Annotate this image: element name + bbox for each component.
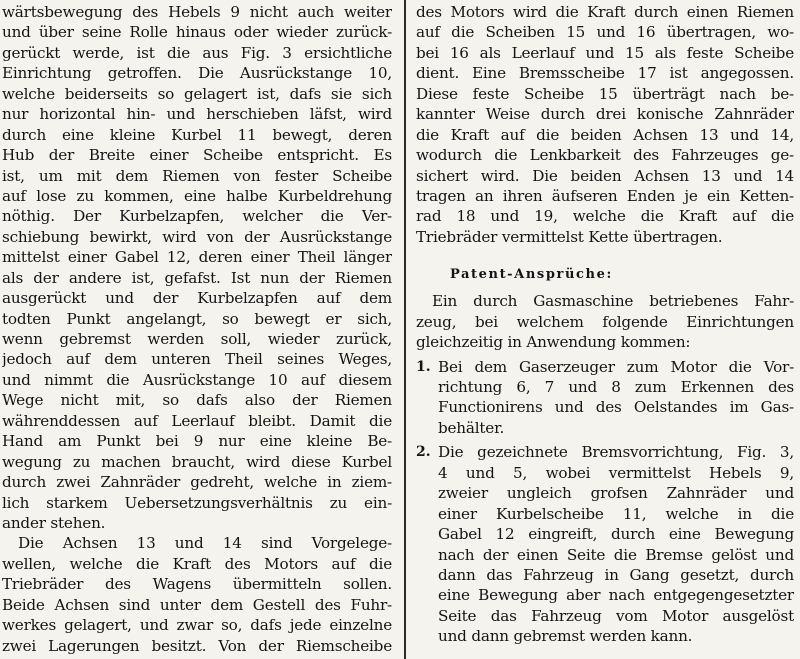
text-line: wärtsbewegung des Hebels 9 nicht auch weiter [2,3,392,21]
claim-1 [416,357,794,439]
paragraph-first-line: Die Achsen 13 und 14 sind Vorgelege- [18,534,392,553]
text-line: Beide Achsen sind unter dem Gestell des Fuhr- [2,595,392,614]
text-line: tragen an ihren äufseren Enden je ein Ketten- [416,186,794,205]
claim-2-first-line [416,442,794,462]
text-line: zwei Lagerungen besitzt. Von der Riemscheibe [2,636,392,655]
text-line: ander stehen. [2,513,106,532]
text-line: auf die Scheiben 15 und 16 übertragen, wo- [416,23,794,42]
text-line: ist, um mit dem Riemen von fester Scheibe [2,166,392,185]
text-line: nur horizontal hin- und herschieben läfst, wird [2,105,392,124]
text-line: bei 16 als Leerlauf und 15 als feste Scheibe [416,43,794,62]
section-heading: Patent-Ansprüche: [450,267,613,283]
text-line: kannter Weise durch drei konische Zahnräder [416,105,794,124]
text-line: wodurch die Lenkbarkeit des Fahrzeuges ge- [416,146,794,165]
text-line: nöthig. Der Kurbelzapfen, welcher die Ver- [2,207,392,226]
claim-text-line: dann das Fahrzeug in Gang gesetzt, durch [438,565,794,584]
text-line: währenddessen auf Leerlauf bleibt. Damit die [2,411,392,430]
text-line: wellen, welche die Kraft des Motors auf die [2,554,392,573]
text-line: werkes gelagert, und zwar so, dafs jede einzelne [2,616,392,635]
text-line: dient. Eine Bremsscheibe 17 ist angegossen. [416,64,794,83]
text-line: mittelst einer Gabel 12, deren einer Theil länger [2,248,392,267]
text-line: durch eine kleine Kurbel 11 bewegt, deren [2,125,392,144]
text-line: schiebung bewirkt, wird von der Ausrückstange [2,227,392,246]
text-line: durch zwei Zahnräder gedreht, welche in ziem- [2,473,392,492]
claim-text-line: Gabel 12 eingreift, durch eine Bewegung [438,525,794,544]
claim-text-line: Functionirens und des Oelstandes im Gas- [438,398,794,417]
claim-text-line: eine Bewegung aber nach entgegengesetzter [438,586,794,605]
text-line: Triebräder vermittelst Kette übertragen. [416,227,723,246]
claim-text-line: Die gezeichnete Bremsvorrichtung, Fig. 3, [438,443,794,462]
text-line: Hand am Punkt bei 9 nur eine kleine Be- [2,432,392,451]
column-divider [404,0,406,659]
text-line: Diese feste Scheibe 15 überträgt nach be- [416,84,794,103]
claim-text-line: nach der einen Seite die Bremse gelöst und [438,545,794,564]
claim-number: 2. [416,444,431,461]
claim-text-line: einer Kurbelscheibe 11, welche in die [438,504,794,523]
text-line: und über seine Rolle hinaus oder wieder zurück- [2,23,392,42]
text-line: gleichzeitig in Anwendung kommen: [416,333,691,352]
text-line: als der andere ist, gefafst. Ist nun der Riemen [2,268,392,287]
text-line: Triebräder des Wagens übermitteln sollen. [2,575,392,594]
text-line: auf lose zu kommen, eine halbe Kurbeldrehung [2,186,392,205]
text-line: zeug, bei welchem folgende Einrichtungen [416,312,794,331]
text-line: sichert wird. Die beiden Achsen 13 und 14 [416,166,794,185]
text-line: Wege nicht mit, so dafs also der Riemen [2,391,392,410]
claim-2 [416,442,794,646]
text-line: die Kraft auf die beiden Achsen 13 und 14, [416,125,794,144]
text-line: und nimmt die Ausrückstange 10 auf diesem [2,370,392,389]
claim-number: 1. [416,358,431,375]
text-line: Hub der Breite einer Scheibe entspricht. Es [2,146,392,165]
claim-text-line: Seite das Fahrzeug vom Motor ausgelöst [438,606,794,625]
left-column [2,2,392,656]
text-line: wegung zu machen braucht, wird diese Kurbel [2,452,392,471]
claim-text-line: zweier ungleich grofsen Zahnräder und [438,484,794,503]
claim-text-line: und dann gebremst werden kann. [438,627,693,646]
text-line: welche beiderseits so gelagert ist, dafs sie sich [2,84,392,103]
text-line: jedoch auf dem unteren Theil seines Weges, [2,350,392,369]
text-line: todten Punkt angelangt, so bewegt er sich, [2,309,392,328]
text-line: rad 18 und 19, welche die Kraft auf die [416,207,794,226]
claim-text-line: Bei dem Gaserzeuger zum Motor die Vor- [438,357,794,376]
paragraph-first-line: Ein durch Gasmaschine betriebenes Fahr- [432,292,794,311]
text-line: gerückt werde, ist die aus Fig. 3 ersichtliche [2,43,392,62]
text-line: lich starkem Uebersetzungsverhältnis zu ein- [2,493,392,512]
claim-text-line: behälter. [438,418,505,437]
right-column [416,2,794,647]
claim-text-line: richtung 6, 7 und 8 zum Erkennen des [438,378,794,396]
text-line: ausgerückt und der Kurbelzapfen auf dem [2,289,392,308]
claim-1-first-line [416,357,794,377]
text-line: wenn gebremst werden soll, wieder zurück, [2,330,392,348]
claim-text-line: 4 und 5, wobei vermittelst Hebels 9, [438,463,794,482]
text-line: Einrichtung getroffen. Die Ausrückstange 10, [2,64,392,83]
text-line: des Motors wird die Kraft durch einen Riemen [416,3,794,21]
